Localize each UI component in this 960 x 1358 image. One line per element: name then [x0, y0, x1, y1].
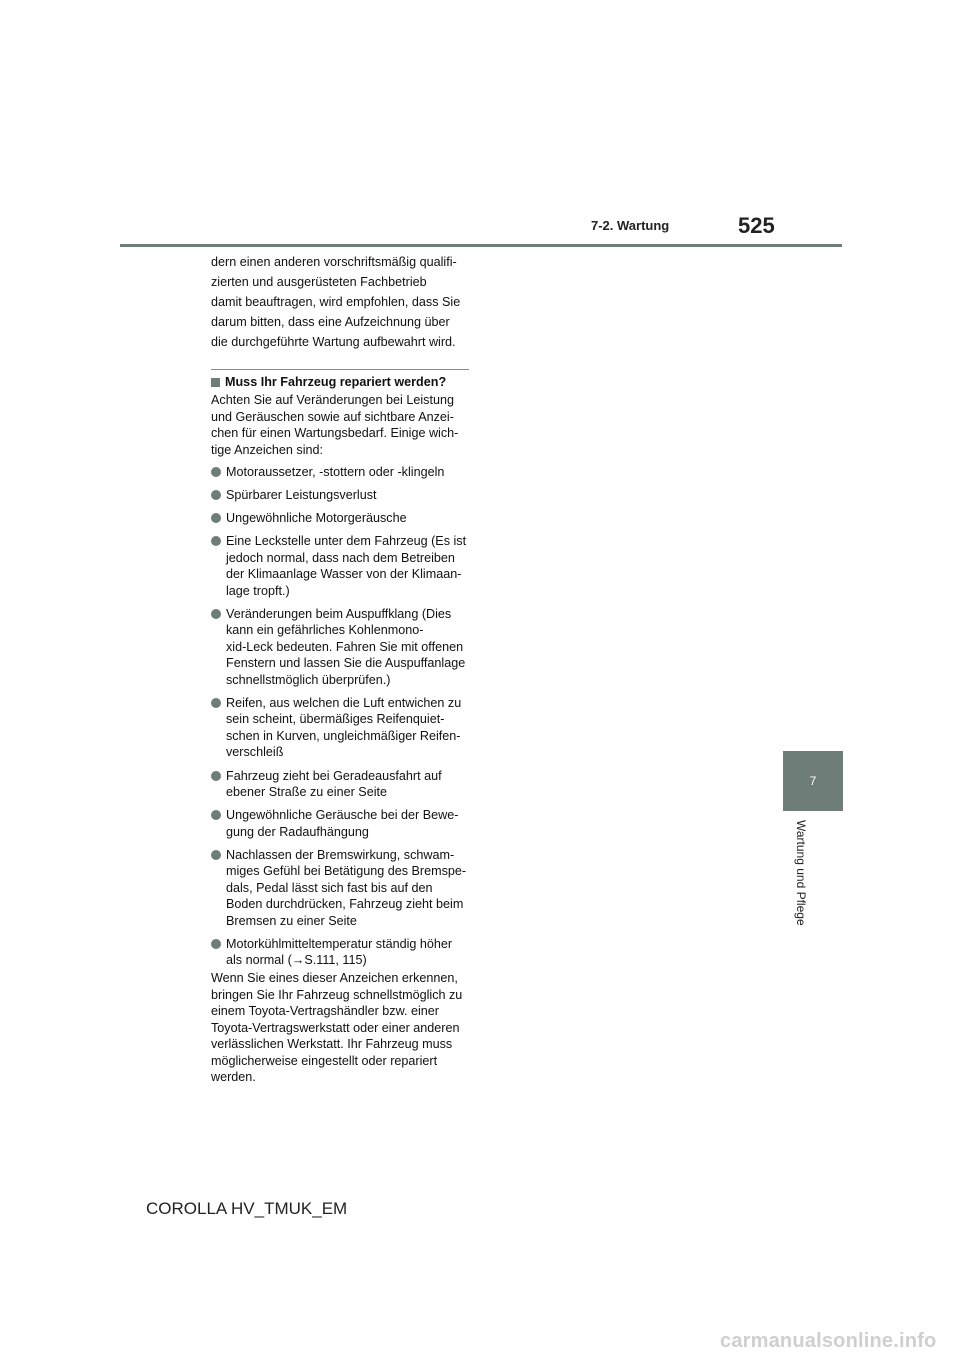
watermark: carmanualsonline.info: [720, 1330, 937, 1352]
closing-line: bringen Sie Ihr Fahrzeug schnellstmöglich zu: [211, 987, 463, 1002]
list-item-line: der Klimaanlage Wasser von der Klimaan-: [226, 567, 462, 582]
list-item: [211, 533, 473, 599]
paragraph-line: und Geräuschen sowie auf sichtbare Anzei-: [211, 409, 454, 424]
list-item-line: Ungewöhnliche Geräusche bei der Bewe-: [226, 808, 459, 823]
list-item-line: Motoraussetzer, -stottern oder -klingeln: [226, 465, 445, 479]
list-item: [211, 936, 473, 969]
list-item: [211, 487, 473, 504]
intro-line: darum bitten, dass eine Aufzeichnung über: [211, 315, 450, 329]
list-item-line: schen in Kurven, ungleichmäßiger Reifen-: [226, 728, 461, 743]
closing-line: werden.: [211, 1070, 256, 1085]
paragraph-line: Achten Sie auf Veränderungen bei Leistung: [211, 393, 454, 407]
round-bullet-icon: [211, 850, 221, 860]
list-item: [211, 695, 473, 761]
list-item-line: Bremsen zu einer Seite: [226, 913, 357, 928]
header-divider: [120, 244, 842, 247]
closing-line: möglicherweise eingestellt oder repariert: [211, 1053, 438, 1068]
section-paragraph: [211, 392, 473, 458]
closing-line: Wenn Sie eines dieser Anzeichen erkennen,: [211, 971, 458, 986]
list-item-line: Motorkühlmitteltemperatur ständig höher: [226, 936, 453, 951]
list-item-line: lage tropft.): [226, 583, 290, 598]
list-item-line: Fenstern und lassen Sie die Auspuffanlage: [226, 656, 466, 671]
footer-model: COROLLA HV_TMUK_EM: [146, 1199, 348, 1218]
list-item: [211, 847, 473, 930]
header-section-title: 7-2. Wartung: [591, 218, 670, 233]
intro-line: dern einen anderen vorschriftsmäßig qualifi-: [211, 255, 457, 269]
list-item-line: sein scheint, übermäßiges Reifenquiet-: [226, 712, 445, 727]
closing-paragraph: [211, 970, 473, 1086]
list-item-line: Ungewöhnliche Motorgeräusche: [226, 511, 407, 526]
intro-text: [211, 252, 473, 352]
list-item: [211, 510, 473, 527]
closing-line: einem Toyota-Vertragshändler bzw. einer: [211, 1004, 439, 1019]
closing-line: verlässlichen Werkstatt. Ihr Fahrzeug muss: [211, 1037, 453, 1052]
square-bullet-icon: [211, 378, 220, 387]
paragraph-line: tige Anzeichen sind:: [211, 442, 324, 457]
list-item: [211, 768, 473, 801]
list-item-line: als normal (→S.111, 115): [226, 953, 367, 968]
round-bullet-icon: [211, 513, 221, 523]
round-bullet-icon: [211, 698, 221, 708]
list-item-line: Spürbarer Leistungsverlust: [226, 488, 377, 503]
intro-line: damit beauftragen, wird empfohlen, dass Sie: [211, 295, 461, 309]
main-column: [211, 252, 473, 1086]
page-number: 525: [738, 213, 775, 238]
round-bullet-icon: [211, 536, 221, 546]
list-item-line: Nachlassen der Bremswirkung, schwam-: [226, 847, 455, 862]
section-heading-text: Muss Ihr Fahrzeug repariert werden?: [225, 375, 447, 389]
round-bullet-icon: [211, 490, 221, 500]
list-item-line: verschleiß: [226, 745, 284, 760]
list-item: [211, 464, 473, 481]
symptom-list: [211, 464, 473, 969]
list-item-line: xid-Leck bedeuten. Fahren Sie mit offenen: [226, 639, 464, 654]
list-item-line: gung der Radaufhängung: [226, 824, 369, 839]
round-bullet-icon: [211, 939, 221, 949]
round-bullet-icon: [211, 810, 221, 820]
section-heading: [211, 373, 473, 391]
list-item-line: miges Gefühl bei Betätigung des Bremspe-: [226, 864, 467, 879]
intro-line: die durchgeführte Wartung aufbewahrt wird.: [211, 335, 456, 349]
list-item-line: schnellstmöglich überprüfen.): [226, 672, 391, 687]
closing-line: Toyota-Vertragswerkstatt oder einer anderen: [211, 1020, 460, 1035]
paragraph-line: chen für einen Wartungsbedarf. Einige wich-: [211, 426, 459, 440]
list-item: [211, 807, 473, 840]
list-item-line: Boden durchdrücken, Fahrzeug zieht beim: [226, 897, 464, 912]
list-item-line: dals, Pedal lässt sich fast bis auf den: [226, 880, 433, 895]
round-bullet-icon: [211, 771, 221, 781]
section-divider: [211, 369, 469, 370]
list-item: [211, 606, 473, 689]
list-item-line: Eine Leckstelle unter dem Fahrzeug (Es ist: [226, 534, 467, 549]
intro-line: zierten und ausgerüsteten Fachbetrieb: [211, 275, 427, 289]
list-item-line: ebener Straße zu einer Seite: [226, 785, 388, 800]
list-item-line: kann ein gefährliches Kohlenmono-: [226, 623, 424, 638]
chapter-side-title: Wartung und Pflege: [794, 820, 808, 926]
chapter-number: 7: [809, 774, 817, 788]
list-item-line: Veränderungen beim Auspuffklang (Dies: [226, 606, 452, 621]
list-item-line: jedoch normal, dass nach dem Betreiben: [226, 550, 455, 565]
round-bullet-icon: [211, 609, 221, 619]
chapter-tab[interactable]: [783, 751, 843, 811]
list-item-line: Fahrzeug zieht bei Geradeausfahrt auf: [226, 768, 442, 783]
list-item-line: Reifen, aus welchen die Luft entwichen zu: [226, 695, 462, 710]
round-bullet-icon: [211, 467, 221, 477]
